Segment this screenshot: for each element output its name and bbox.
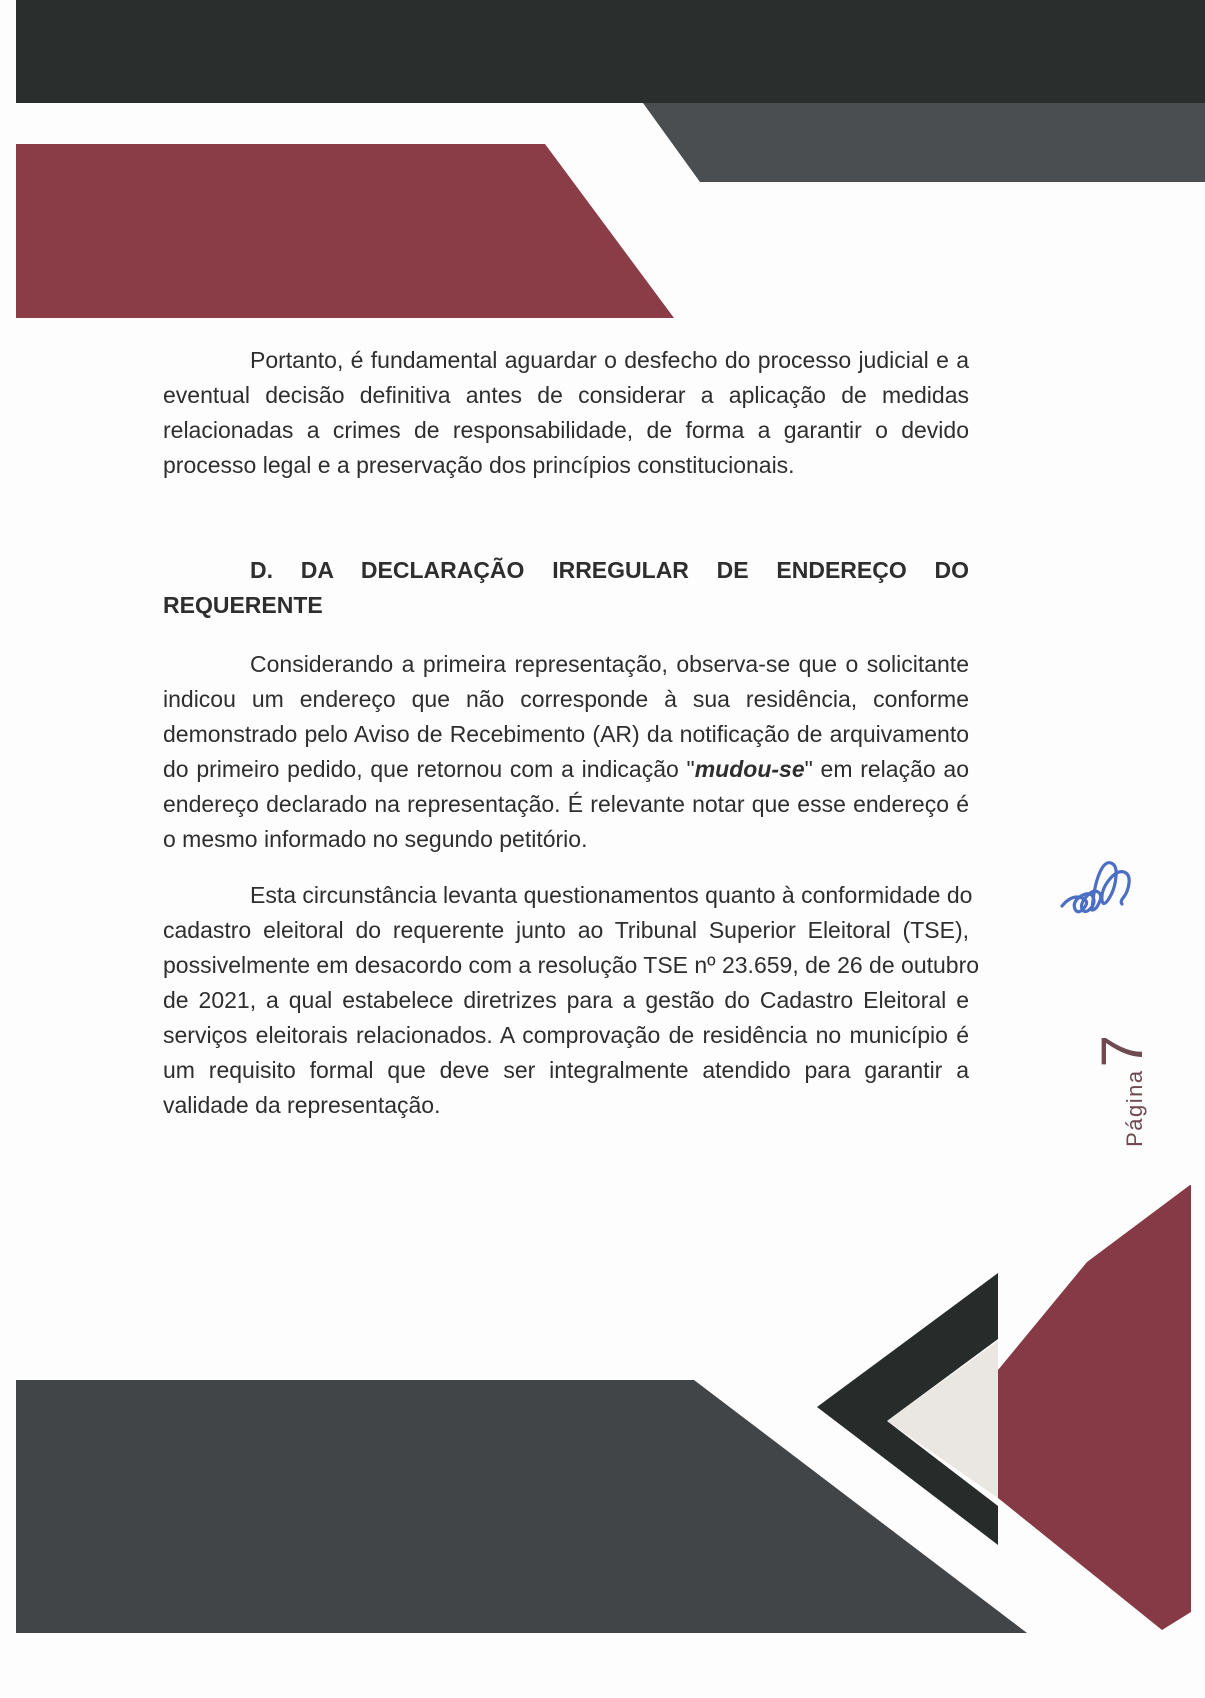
text-line: Portanto, é fundamental aguardar o desfecho do processo judicial e a — [250, 347, 969, 373]
text-line: indicou um endereço que não corresponde à sua residência, conforme — [163, 686, 969, 712]
text-line: eventual decisão definitiva antes de considerar a aplicação de medidas — [163, 382, 969, 408]
text-line: endereço declarado na representação. É relevante notar que esse endereço é — [163, 791, 969, 817]
text-line: demonstrado pelo Aviso de Recebimento (AR) da notificação de arquivamento — [163, 721, 969, 747]
text-line: o mesmo informado no segundo petitório. — [163, 826, 588, 852]
text-line: um requisito formal que deve ser integralmente atendido para garantir a — [163, 1057, 969, 1083]
text-line: relacionadas a crimes de responsabilidade, de forma a garantir o devido — [163, 417, 969, 443]
paragraph-address-irregularity — [163, 647, 969, 857]
text-line: de 2021, a qual estabelece diretrizes para a gestão do Cadastro Eleitoral e — [163, 987, 969, 1013]
paragraph-intro — [163, 343, 969, 483]
top-dark-band — [16, 0, 1205, 103]
top-maroon-parallelogram — [16, 144, 674, 318]
text-line: serviços eleitorais relacionados. A comprovação de residência no município é — [163, 1022, 969, 1048]
text-line: cadastro eleitoral do requerente junto ao Tribunal Superior Eleitoral (TSE), — [163, 917, 969, 943]
bottom-maroon-triangle — [998, 1185, 1191, 1630]
paragraph-tse-resolution — [163, 878, 980, 1123]
page-word: Página — [1122, 1069, 1147, 1147]
text-line: Considerando a primeira representação, observa-se que o solicitante — [250, 651, 969, 677]
text-line: validade da representação. — [163, 1092, 441, 1118]
bottom-chevron-left-icon — [817, 1273, 998, 1545]
section-heading-declaracao-irregular — [163, 553, 969, 623]
bottom-gray-trapezoid — [16, 1380, 1027, 1633]
bottom-light-triangle — [887, 1341, 998, 1498]
text-line: Esta circunstância levanta questionamentos quanto à conformidade do — [250, 882, 973, 908]
top-gray-band — [643, 103, 1205, 182]
text-line: REQUERENTE — [163, 592, 323, 618]
page-number: 7 — [1090, 1035, 1155, 1068]
text-line: do primeiro pedido, que retornou com a indicação "mudou-se" em relação ao — [163, 756, 970, 782]
handwritten-initials — [1048, 832, 1178, 932]
text-line: processo legal e a preservação dos princípios constitucionais. — [163, 452, 795, 478]
text-line: D. DA DECLARAÇÃO IRREGULAR DE ENDEREÇO DO — [250, 557, 969, 583]
page-number-label — [1090, 1035, 1155, 1147]
text-line: possivelmente em desacordo com a resolução TSE nº 23.659, de 26 de outubro — [163, 952, 980, 978]
